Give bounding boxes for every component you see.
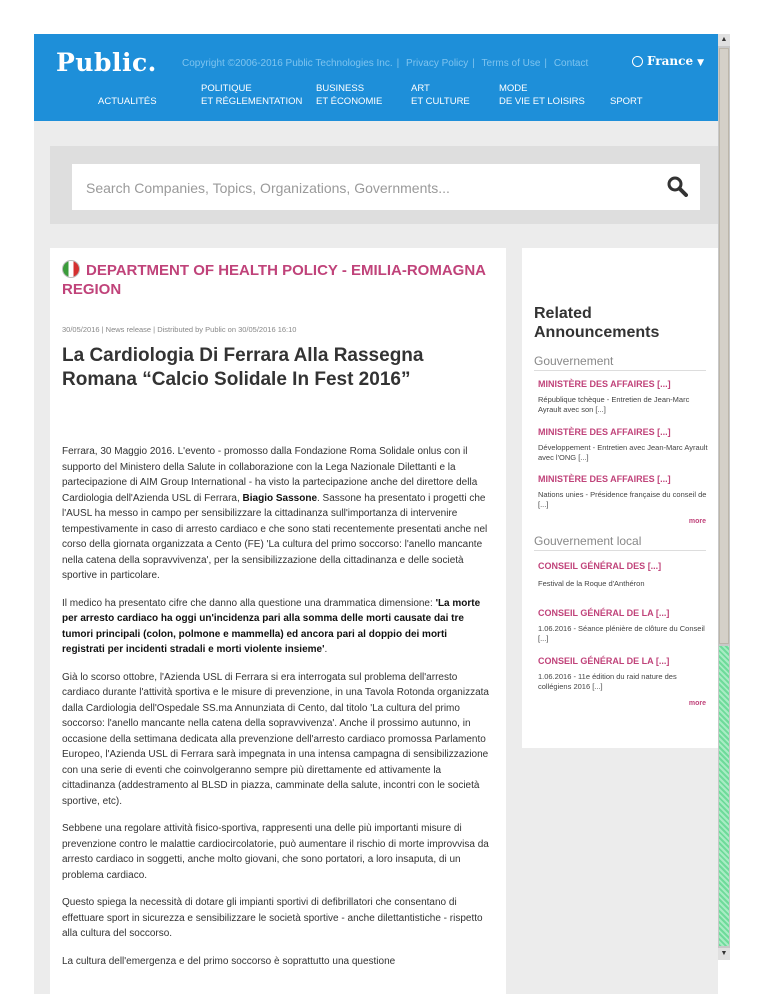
more-link[interactable]: more [688, 518, 706, 525]
related-item-title[interactable]: MINISTÈRE DES AFFAIRES [...] [538, 427, 671, 437]
related-item-title[interactable]: CONSEIL GÉNÉRAL DE LA [...] [538, 608, 670, 618]
country-label: France [647, 54, 694, 68]
nav-politique[interactable] [201, 82, 302, 108]
search-box [72, 164, 700, 210]
nav-business[interactable] [316, 82, 382, 108]
site-header [34, 34, 718, 121]
text-span: . Sassone ha presentato i progetti che l'AUSL ha messo in campo per sensibilizzare la cittadinanza sull'importanza di intervenire tempestivamente in caso di arresto cardiaco e che sono stati recentemente presentati anche nel corso della giornata organizzata a Cento (FE) 'La cultura del primo soccorso: l'anello mancante nella catena della sopravvivenza', per la sensibilizzazione della cittadinanza e delle società sportive in particolare. [62, 492, 488, 581]
country-selector[interactable] [632, 54, 704, 68]
scroll-down-arrow-icon[interactable]: ▼ [718, 948, 730, 960]
nav-actualites[interactable] [98, 82, 157, 108]
paragraph-4: Sebbene una regolare attività fisico-sportiva, rappresenti una delle più importanti misure di prevenzione contro le malattie cardiocircolatorie, può aumentare il rischio di morte improvvisa da arresto cardiaco in soggetti, anche molto giovani, che sono portatori, a loro insaputa, di un problema cardiaco. [62, 823, 489, 881]
terms-of-use-link[interactable]: Terms of Use [481, 58, 541, 69]
related-item-title[interactable]: CONSEIL GÉNÉRAL DE LA [...] [538, 656, 670, 666]
related-item-desc[interactable]: Nations unies - Présidence française du conseil de [...] [538, 490, 707, 509]
scroll-track[interactable] [719, 646, 729, 946]
nav-line-1 [98, 82, 157, 95]
copyright-text: Copyright ©2006-2016 Public Technologies Inc. [182, 58, 393, 69]
italy-flag-icon [62, 260, 80, 278]
bold-quote: 'La morte per arresto cardiaco ha oggi un'incidenza pari alla somma delle morti causate dai tre tumori principali (colon, polmone e mammella) ed ancora pari al doppio dei morti registrati per incidenti stradali e morti violente insieme' [62, 597, 481, 655]
search-input[interactable] [84, 174, 648, 202]
nav-line-1: MODE [499, 83, 528, 94]
nav-mode[interactable] [499, 82, 585, 108]
related-item-title[interactable]: MINISTÈRE DES AFFAIRES [...] [538, 474, 671, 484]
sidebar-heading: Related Announcements [534, 305, 660, 341]
public-logo[interactable]: Public. [56, 48, 157, 77]
nav-line-2: ET RÉGLEMENTATION [201, 96, 303, 107]
contact-link[interactable]: Contact [553, 58, 589, 69]
paragraph-3: Già lo scorso ottobre, l'Azienda USL di Ferrara si era interrogata sul problema dell'arresto cardiaco durante l'attività sportiva e le misure di prevenzione, in una Tavola Rotonda organizzata dalla Cardiologia dell'Ospedale SS.ma Annunziata di Cento, dal titolo 'La cultura del primo soccorso: l'anello mancante nella catena della sopravvivenza'. Anche il prossimo autunno, in occasione della settimana dedicata alla prevenzione dell'arresto cardiaco promossa Parlamento Europeo, l'Azienda USL di Ferrara sarà impegnata in una intensa campagna di sensibilizzazione con una serie di eventi che coinvolgeranno sempre più direttamente ed attivamente la cittadinanza (addestramento al BLSD in piazza, camminate della salute, incontri con le società sportive, etc). [62, 671, 489, 807]
related-item-title[interactable]: CONSEIL GÉNÉRAL DES [...] [538, 561, 662, 571]
article [50, 248, 506, 994]
header-topline: Copyright ©2006-2016 Public Technologies Inc. | Privacy Policy | Terms of Use | Contact [182, 58, 589, 69]
nav-line-1: POLITIQUE [201, 83, 252, 94]
paragraph-6: La cultura dell'emergenza e del primo soccorso è soprattutto una questione [62, 955, 396, 967]
nav-line-1: ART [411, 83, 430, 94]
search-icon[interactable] [666, 175, 688, 197]
category-gouvernement-local: Gouvernement local [534, 534, 706, 551]
related-item-desc[interactable]: Développement - Entretien avec Jean-Marc Ayrault avec l'ONG [...] [538, 443, 708, 462]
nav-art[interactable] [411, 82, 470, 108]
related-item-desc[interactable]: 1.06.2016 - 11e édition du raid nature des collégiens 2016 [...] [538, 672, 677, 691]
paragraph-1 [62, 444, 492, 584]
scroll-up-arrow-icon[interactable]: ▲ [718, 34, 730, 46]
page [34, 34, 718, 994]
bold-name: Biagio Sassone [242, 492, 317, 504]
caret-down-icon: ▼ [697, 58, 704, 68]
search-bar [50, 146, 718, 224]
text-span: Ferrara, 30 Maggio 2016. L'evento - promosso dalla Fondazione Roma Solidale onlus con il supporto del Ministero della Salute in collaborazione con la Lega Nazionale Dilettanti e la partecipazione di AIM Group International - ha visto la partecipazione anche del direttore della Cardiologia dell'Azienda USL di Ferrara, [62, 446, 478, 504]
paragraph-2 [62, 596, 492, 658]
nav-line-2: DE VIE ET LOISIRS [499, 96, 585, 107]
nav-line-1 [610, 82, 643, 95]
article-meta: 30/05/2016 | News release | Distributed by Public on 30/05/2016 16:10 [62, 325, 297, 334]
related-item-desc[interactable]: 1.06.2016 - Séance plénière de clôture du Conseil [...] [538, 624, 705, 643]
related-item-desc[interactable]: République tchèque - Entretien de Jean-Marc Ayrault avec son [...] [538, 395, 690, 414]
nav-line-1: BUSINESS [316, 83, 365, 94]
related-item-title[interactable]: MINISTÈRE DES AFFAIRES [...] [538, 379, 671, 389]
category-gouvernement: Gouvernement [534, 354, 706, 371]
related-sidebar [522, 248, 718, 748]
text-span: Il medico ha presentato cifre che danno alla questione una drammatica dimensione: [62, 597, 436, 609]
nav-line-2: ACTUALITÉS [98, 96, 157, 107]
text-span: . [324, 644, 328, 655]
scroll-thumb[interactable] [719, 48, 729, 644]
privacy-policy-link[interactable]: Privacy Policy [406, 58, 469, 69]
globe-icon [632, 56, 643, 67]
nav-line-2: ET ÉCONOMIE [316, 96, 383, 107]
nav-sport[interactable] [610, 82, 643, 108]
article-title: La Cardiologia Di Ferrara Alla Rassegna Romana “Calcio Solidale In Fest 2016” [62, 345, 424, 390]
paragraph-5: Questo spiega la necessità di dotare gli impianti sportivi di defibrillatori che consentano di effettuare sport in sicurezza e sensibilizzare le società sportive - anche dilettantistiche - rispetto alla cultura del soccorso. [62, 897, 483, 939]
nav-line-2: ET CULTURE [411, 96, 470, 107]
organization-name: DEPARTMENT OF HEALTH POLICY - EMILIA-ROMAGNA REGION [62, 262, 486, 298]
related-item-desc[interactable]: Festival de la Roque d'Anthéron [538, 579, 645, 588]
article-body [62, 444, 492, 981]
more-link[interactable]: more [688, 700, 706, 707]
vertical-scrollbar[interactable] [718, 34, 730, 960]
nav-line-2: SPORT [610, 96, 643, 107]
organization-heading[interactable] [62, 260, 492, 299]
